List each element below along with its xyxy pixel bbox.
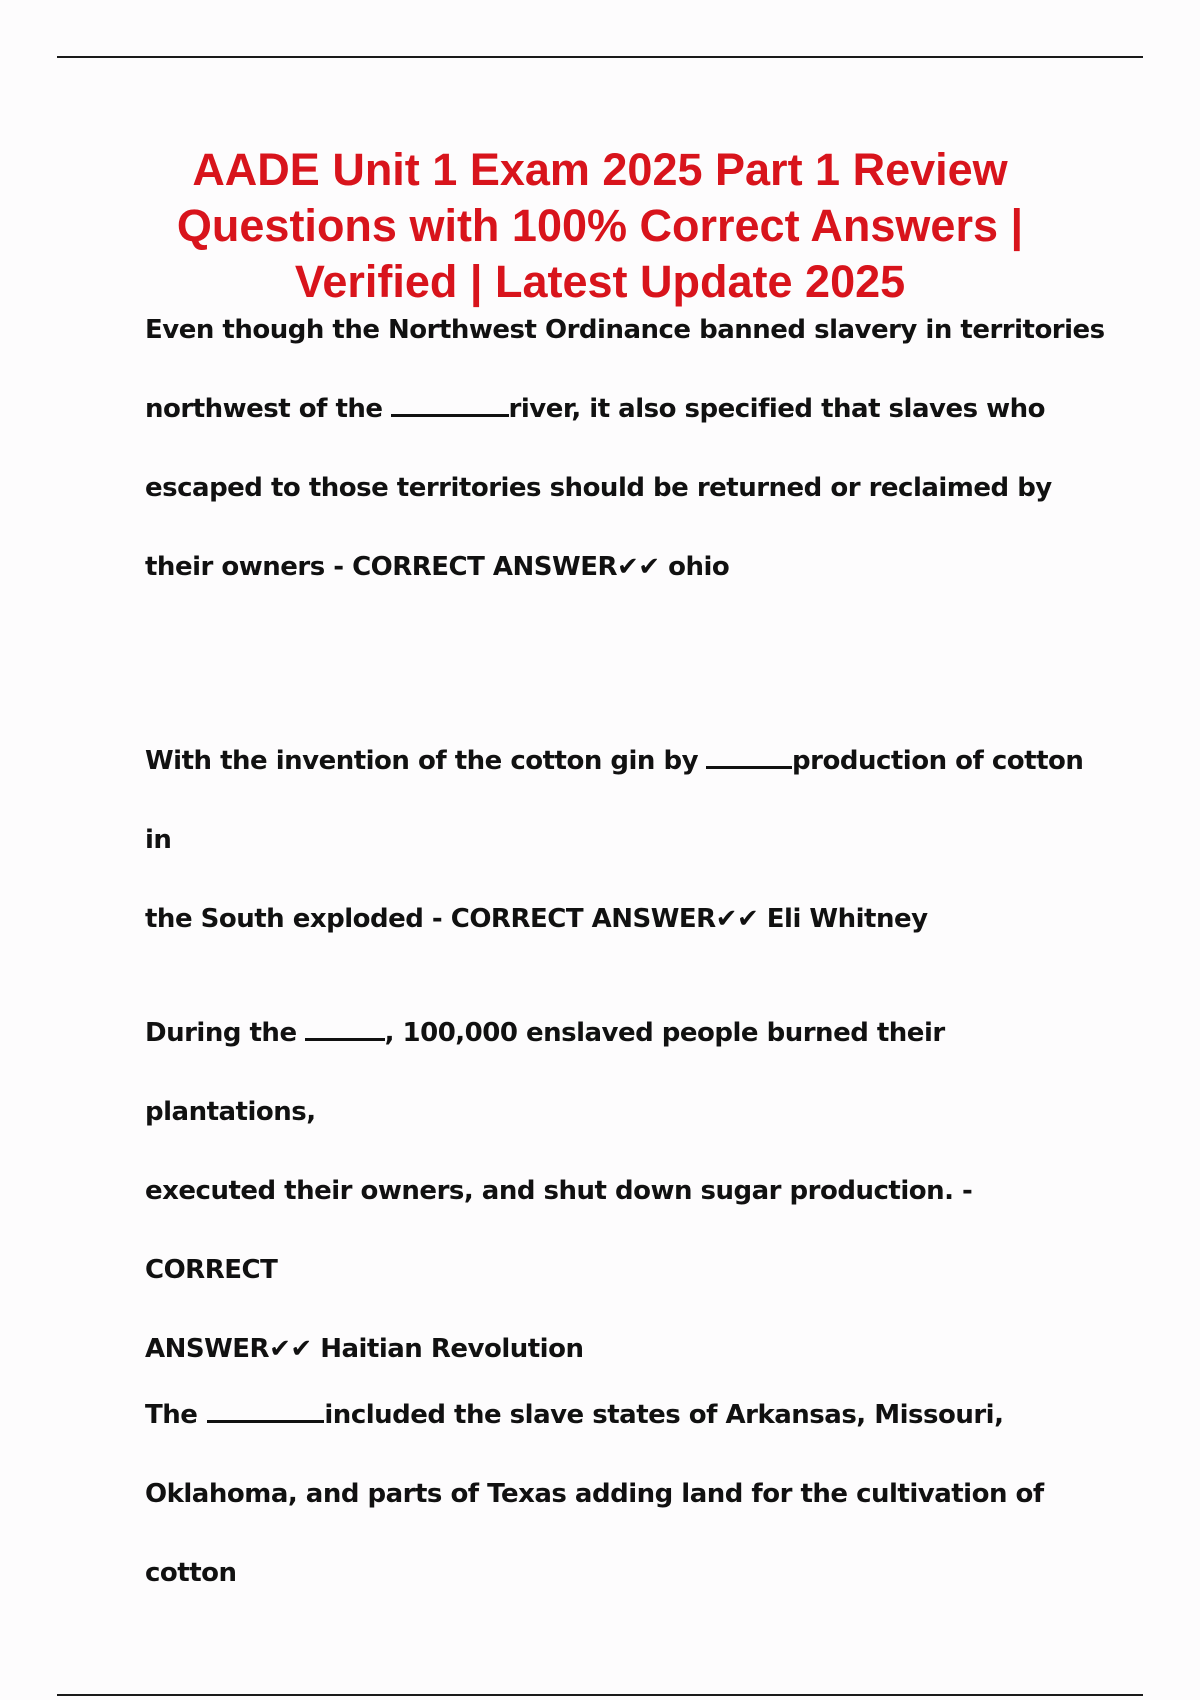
answer-text: ANSWER✔✔ Haitian Revolution: [145, 1334, 584, 1364]
top-rule: [57, 56, 1143, 58]
title-line: Questions with 100% Correct Answers |: [176, 200, 1024, 251]
question-item: [145, 291, 1105, 607]
question-item: [145, 994, 1105, 1389]
question-item: [145, 722, 1105, 959]
question-text: During the: [145, 1018, 297, 1048]
answer-text: the South exploded - CORRECT ANSWER✔✔ Eli Whitney: [145, 904, 928, 934]
question-text: Oklahoma, and parts of Texas adding land for the cultivation of cotton: [145, 1479, 1044, 1588]
title-line: AADE Unit 1 Exam 2025 Part 1 Review: [192, 144, 1008, 195]
question-text: With the invention of the cotton gin by: [145, 746, 699, 776]
question-text: The: [145, 1400, 198, 1430]
question-item: [145, 1376, 1105, 1613]
question-text: , 100,000 enslaved people burned their plantations,: [145, 1018, 945, 1127]
question-text: northwest of the: [145, 394, 383, 424]
question-text: executed their owners, and shut down sugar production. - CORRECT: [145, 1176, 973, 1285]
question-text: Even though the Northwest Ordinance banned slavery in territories: [145, 315, 1105, 345]
question-text: escaped to those territories should be returned or reclaimed by: [145, 473, 1052, 503]
answer-text: their owners - CORRECT ANSWER✔✔ ohio: [145, 552, 730, 582]
fill-in-blank: [305, 1014, 385, 1041]
fill-in-blank: [706, 742, 792, 769]
fill-in-blank: [207, 1396, 324, 1423]
document-title: [100, 142, 1100, 310]
fill-in-blank: [391, 390, 509, 417]
question-text: production of cotton in: [145, 746, 1084, 855]
title-line: Verified | Latest Update 2025: [294, 256, 906, 307]
question-text: river, it also specified that slaves who: [508, 394, 1045, 424]
question-text: included the slave states of Arkansas, Missouri,: [324, 1400, 1004, 1430]
bottom-rule: [57, 1694, 1143, 1696]
